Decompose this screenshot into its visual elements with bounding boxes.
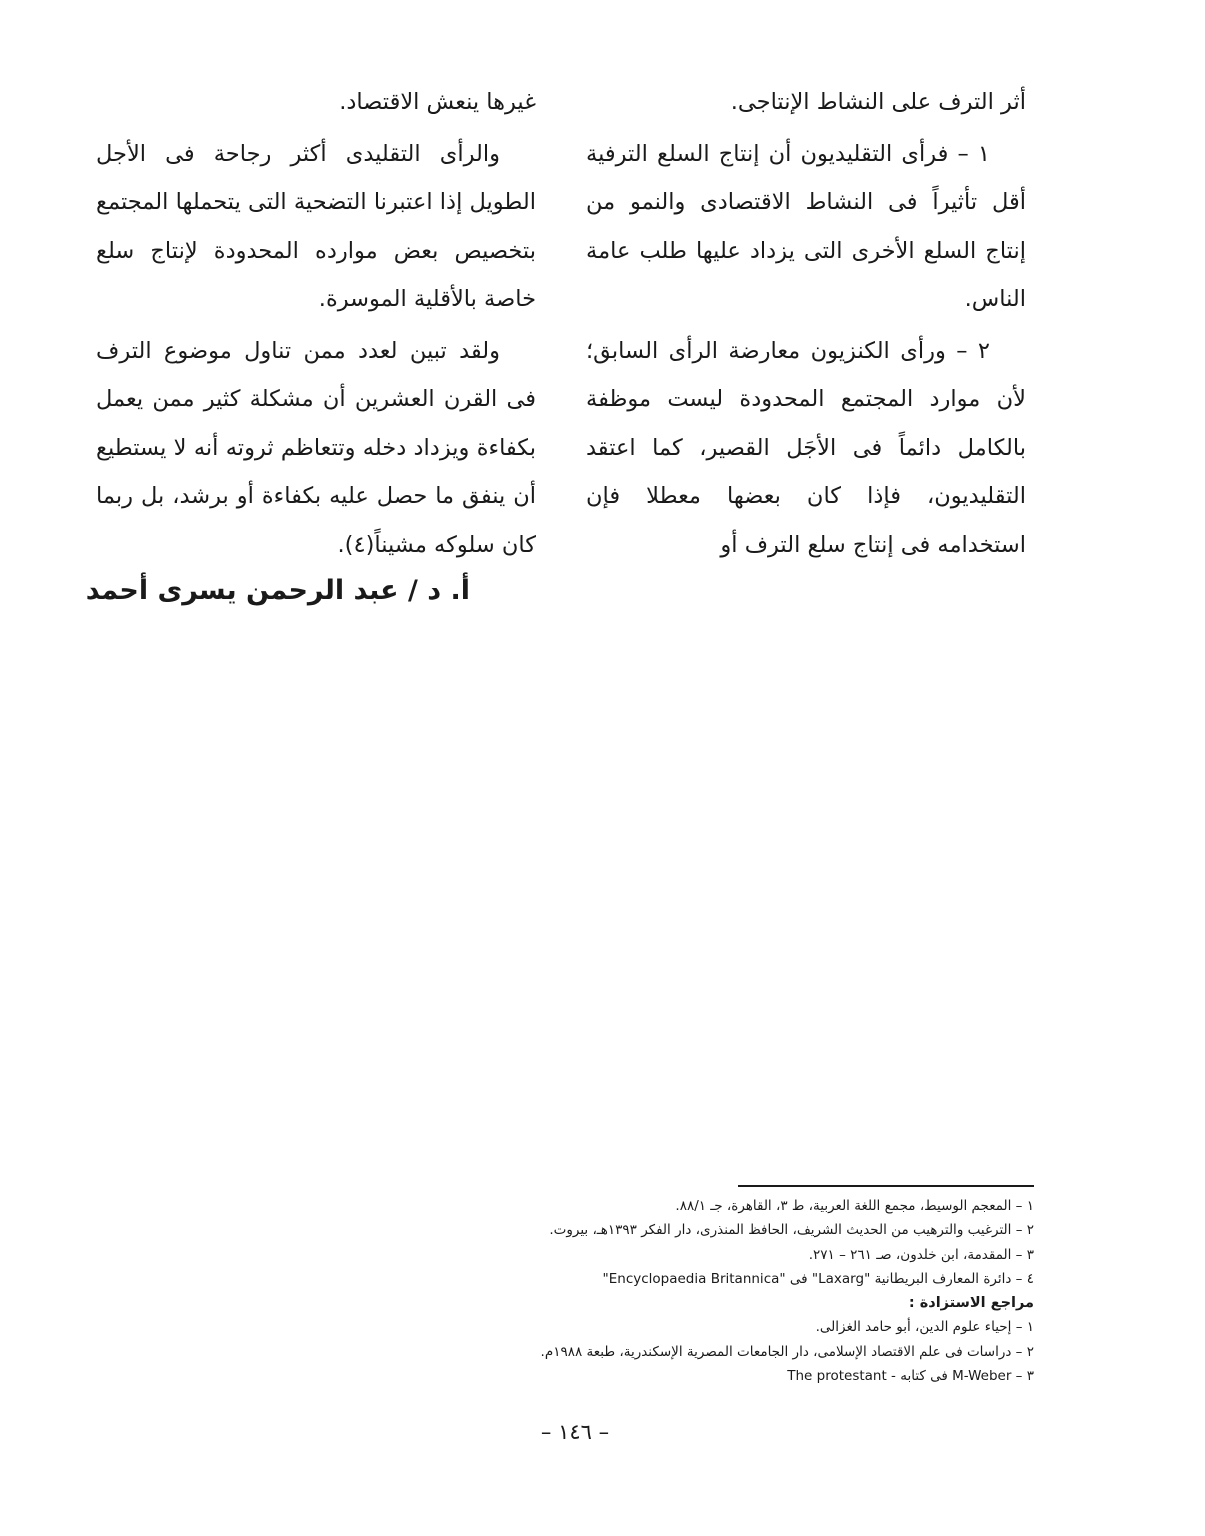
footnote-item: ١ – المعجم الوسيط، مجمع اللغة العربية، ط ٣، القاهرة، جـ ٨٨/١.	[675, 1198, 1034, 1214]
footnotes-block	[430, 1194, 1034, 1388]
footnote-item: ٤ – دائرة المعارف البريطانية "Laxarg" فى "Encyclopaedia Britannica"	[602, 1270, 1034, 1287]
left-column	[96, 78, 536, 569]
paragraph-conclusion: والرأى التقليدى أكثر رجاحة فى الأجل الطويل إذا اعتبرنا التضحية التى يتحملها المجتمع بتخصيص بعض موارده المحدودة لإنتاج سلع خاصة بالأقلية الموسرة.	[96, 140, 536, 312]
footnote-item: ٢ – الترغيب والترهيب من الحديث الشريف، الحافظ المنذرى، دار الفكر ١٣٩٣هـ، بيروت.	[549, 1222, 1034, 1239]
reference-item: ١ – إحياء علوم الدين، أبو حامد الغزالى.	[815, 1319, 1034, 1336]
reference-item: ٣ – M-Weber فى كتابه - The protestant	[787, 1368, 1034, 1385]
paragraph-traditionalists: ١ – فرأى التقليديون أن إنتاج السلع الترفية أقل تأثيراً فى النشاط الاقتصادى والنمو من إنتاج السلع الأخرى التى يزداد عليها طلب عامة الناس.	[586, 140, 1026, 312]
paragraph-keynesians: ٢ – ورأى الكنزيون معارضة الرأى السابق؛ لأن موارد المجتمع المحدودة ليست موظفة بالكامل دائماً فى الأجَل القصير، كما اعتقد التقليديون، فإذا كان بعضها معطلا فإن استخدامه فى إنتاج سلع الترف أو	[586, 337, 1026, 558]
section-heading-line: أثر الترف على النشاط الإنتاجى.	[730, 89, 1026, 115]
references-heading: مراجع الاستزادة :	[908, 1295, 1034, 1312]
right-column	[586, 78, 1026, 569]
paragraph-continuation: غيرها ينعش الاقتصاد.	[339, 89, 536, 115]
footnote-divider	[738, 1185, 1034, 1187]
reference-item: ٢ – دراسات فى علم الاقتصاد الإسلامى، دار الجامعات المصرية الإسكندرية، طبعة ١٩٨٨م.	[540, 1343, 1034, 1360]
author-signature: أ. د / عبد الرحمن يسرى أحمد	[85, 575, 470, 606]
paragraph-twentieth-century: ولقد تبين لعدد ممن تناول موضوع الترف فى القرن العشرين أن مشكلة كثير ممن يعمل بكفاءة ويزداد دخله وتتعاظم ثروته أنه لا يستطيع أن ينفق ما حصل عليه بكفاءة أو برشد، بل ربما كان سلوكه مشيناً(٤).	[96, 337, 536, 558]
page-number: – ١٤٦ –	[540, 1420, 610, 1444]
footnote-item: ٣ – المقدمة، ابن خلدون، صـ ٢٦١ – ٢٧١.	[808, 1246, 1034, 1263]
